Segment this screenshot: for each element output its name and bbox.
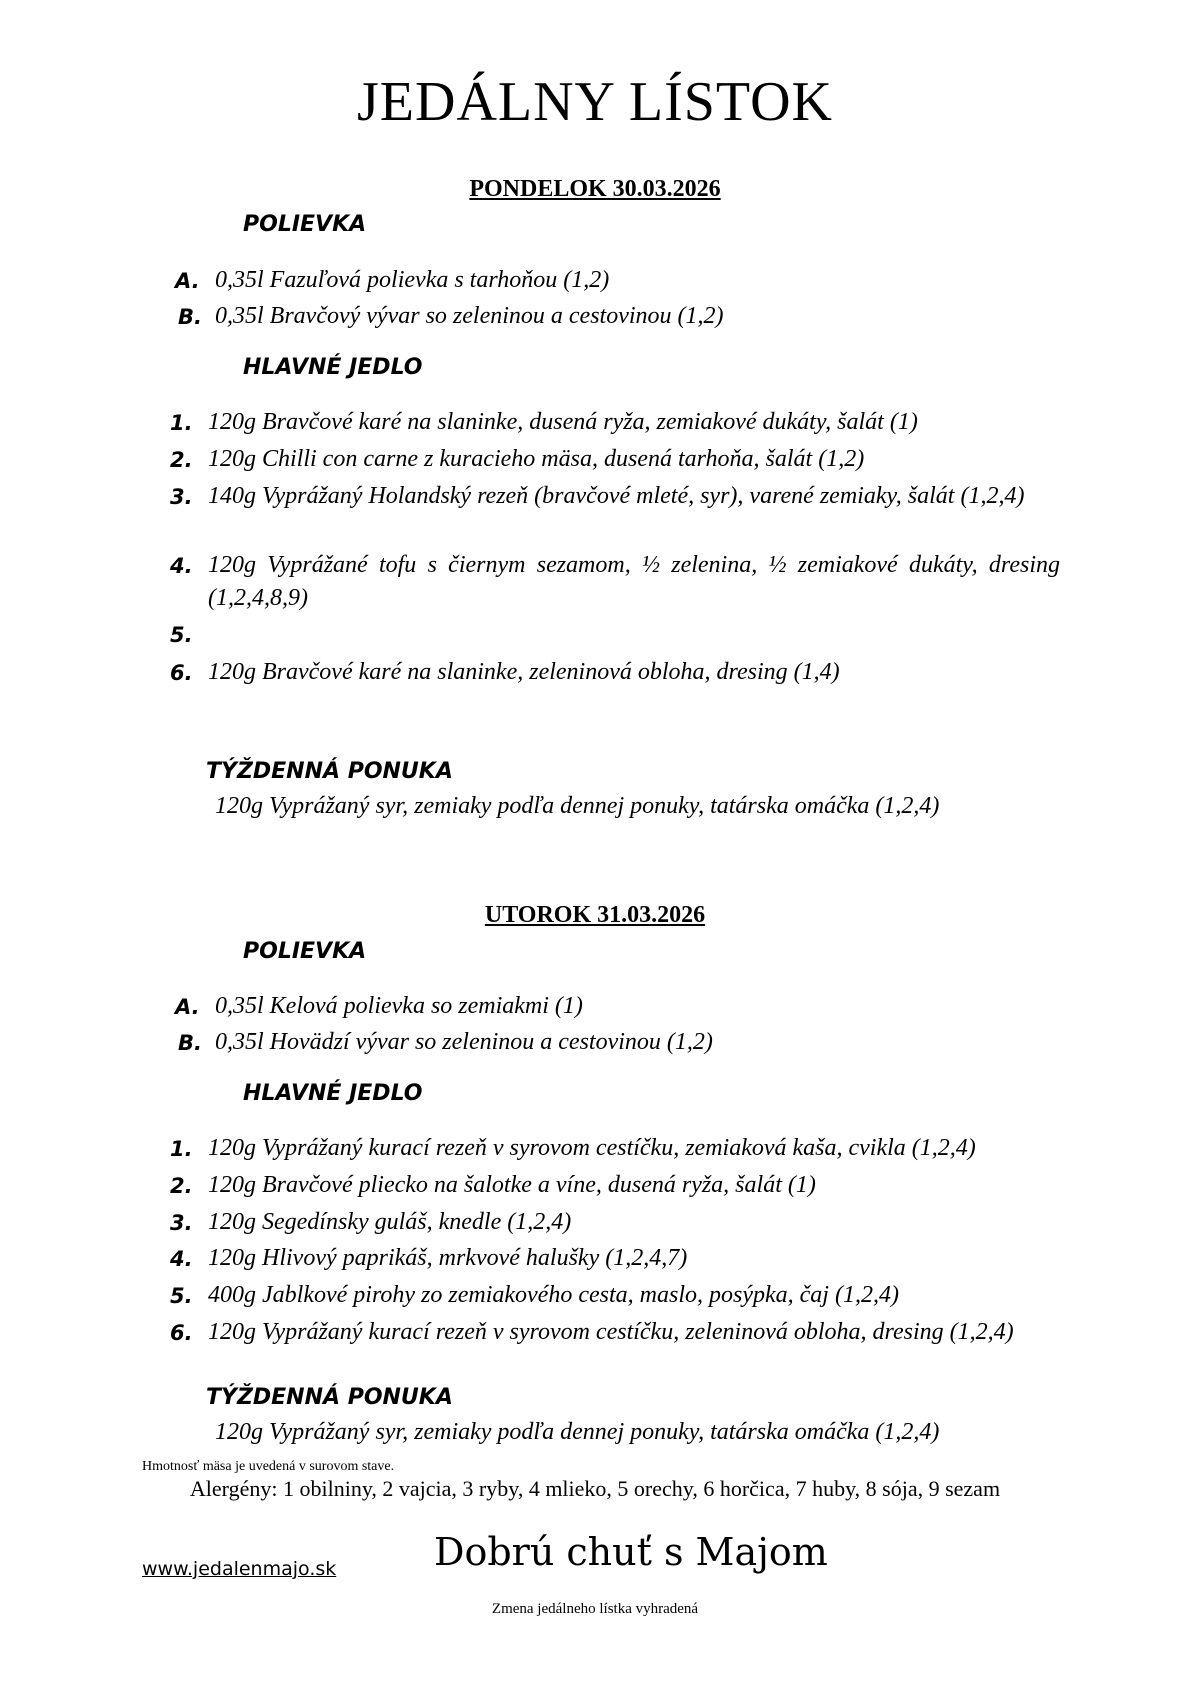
item-text: 120g Bravčové pliecko na šalotke a víne, dusená ryža, šalát (1) [208,1172,816,1198]
weekly-item: 120g Vyprážaný syr, zemiaky podľa dennej ponuky, tatárska omáčka (1,2,4) [215,1419,940,1445]
item-text: 0,35l Hovädzí vývar so zeleninou a cestovinou (1,2) [215,1029,713,1055]
website-link[interactable]: www.jedalenmajo.sk [142,1558,337,1580]
item-text: 0,35l Bravčový vývar so zeleninou a cestovinou (1,2) [215,303,724,329]
item-text: 0,35l Kelová polievka so zemiakmi (1) [215,993,583,1019]
soup-section-label: POLIEVKA [243,939,367,964]
slogan: Dobrú chuť s Majom [434,1530,828,1574]
item-text: 0,35l Fazuľová polievka s tarhoňou (1,2) [215,267,610,293]
item-key: 3. [170,485,193,509]
item-key: B. [178,305,202,329]
item-key: 4. [170,554,193,578]
main-section-label: HLAVNÉ JEDLO [243,1081,423,1106]
item-key: 3. [170,1211,193,1235]
item-text: 120g Bravčové karé na slaninke, zeleninová obloha, dresing (1,4) [208,659,840,685]
day-heading: PONDELOK 30.03.2026 [469,176,721,202]
item-text: 400g Jablkové pirohy zo zemiakového cesta, maslo, posýpka, čaj (1,2,4) [208,1282,899,1308]
item-key: A. [175,269,200,293]
day-heading: UTOROK 31.03.2026 [484,902,706,928]
item-text: 120g Vyprážané tofu s čiernym sezamom, ½ zelenina, ½ zemiakové dukáty, dresing (1,2,4,8,9) [208,552,1060,611]
item-key: A. [175,995,200,1019]
item-key: 1. [170,411,193,435]
item-key: B. [178,1031,202,1055]
item-text: 120g Vyprážaný kurací rezeň v syrovom cestíčku, zeleninová obloha, dresing (1,2,4) [208,1319,1014,1345]
item-key: 6. [170,661,193,685]
item-text: 120g Vyprážaný kurací rezeň v syrovom cestíčku, zemiaková kaša, cvikla (1,2,4) [208,1135,976,1161]
weekly-item: 120g Vyprážaný syr, zemiaky podľa dennej ponuky, tatárska omáčka (1,2,4) [215,793,940,819]
item-text: 120g Hlivový paprikáš, mrkvové halušky (1,2,4,7) [208,1245,688,1271]
item-key: 1. [170,1137,193,1161]
item-text: 140g Vyprážaný Holandský rezeň (bravčové mleté, syr), varené zemiaky, šalát (1,2,4) [208,483,1025,509]
weekly-section-label: TÝŽDENNÁ PONUKA [206,759,453,784]
item-key: 5. [170,1284,193,1308]
item-key: 5. [170,623,193,647]
weekly-section-label: TÝŽDENNÁ PONUKA [206,1385,453,1410]
item-key: 2. [170,448,193,472]
item-key: 4. [170,1247,193,1271]
item-text: 120g Bravčové karé na slaninke, dusená ryža, zemiakové dukáty, šalát (1) [208,409,918,435]
item-key: 6. [170,1321,193,1345]
allergens-legend: Alergény: 1 obilniny, 2 vajcia, 3 ryby, 4 mlieko, 5 orechy, 6 horčica, 7 huby, 8 sója, 9 sezam [189,1476,1001,1501]
main-section-label: HLAVNÉ JEDLO [243,355,423,380]
weight-note: Hmotnosť mäsa je uvedená v surovom stave. [142,1459,395,1474]
soup-section-label: POLIEVKA [243,212,367,237]
page-title: JEDÁLNY LÍSTOK [357,71,833,133]
item-text: 120g Segedínsky guláš, knedle (1,2,4) [208,1209,572,1235]
item-text: 120g Chilli con carne z kuracieho mäsa, dusená tarhoňa, šalát (1,2) [208,446,865,472]
item-key: 2. [170,1174,193,1198]
change-note: Zmena jedálneho lístka vyhradená [491,1601,699,1617]
